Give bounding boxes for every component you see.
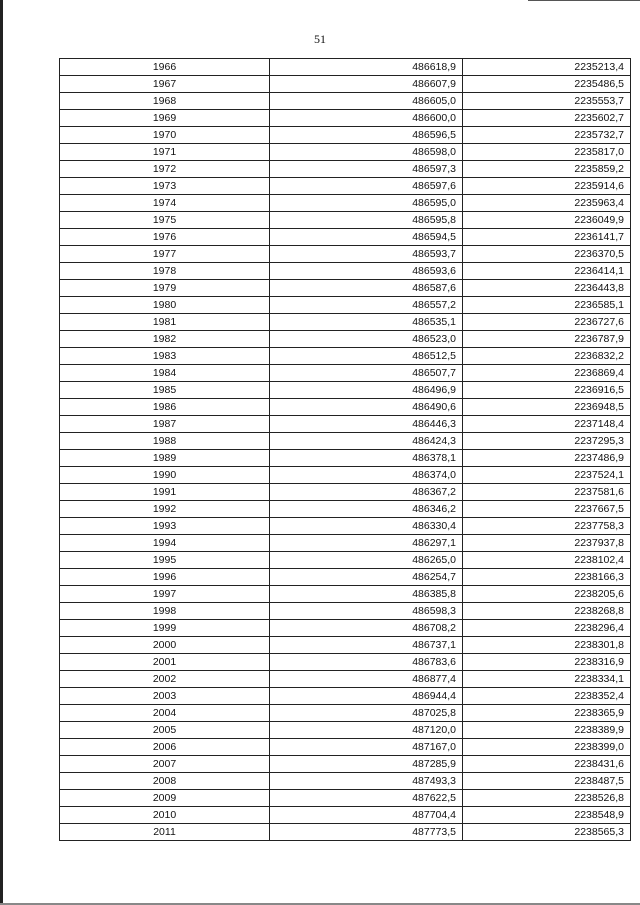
y-coordinate-cell: 2238565,3 bbox=[463, 824, 631, 841]
table-row bbox=[60, 637, 631, 654]
x-coordinate-cell: 486523,0 bbox=[270, 331, 463, 348]
table-row bbox=[60, 365, 631, 382]
table-row bbox=[60, 450, 631, 467]
x-coordinate-cell: 486507,7 bbox=[270, 365, 463, 382]
x-coordinate-cell: 486330,4 bbox=[270, 518, 463, 535]
table-row bbox=[60, 127, 631, 144]
x-coordinate-cell: 486265,0 bbox=[270, 552, 463, 569]
y-coordinate-cell: 2236443,8 bbox=[463, 280, 631, 297]
y-coordinate-cell: 2235859,2 bbox=[463, 161, 631, 178]
year-cell: 1986 bbox=[60, 399, 270, 416]
year-cell: 2001 bbox=[60, 654, 270, 671]
y-coordinate-cell: 2236869,4 bbox=[463, 365, 631, 382]
table-row bbox=[60, 314, 631, 331]
year-cell: 1983 bbox=[60, 348, 270, 365]
year-cell: 1982 bbox=[60, 331, 270, 348]
year-cell: 1985 bbox=[60, 382, 270, 399]
y-coordinate-cell: 2238166,3 bbox=[463, 569, 631, 586]
x-coordinate-cell: 486374,0 bbox=[270, 467, 463, 484]
table-row bbox=[60, 144, 631, 161]
table-row bbox=[60, 569, 631, 586]
y-coordinate-cell: 2236916,5 bbox=[463, 382, 631, 399]
y-coordinate-cell: 2237937,8 bbox=[463, 535, 631, 552]
page-number: 51 bbox=[314, 32, 326, 46]
coordinates-table-body bbox=[60, 59, 631, 841]
year-cell: 1988 bbox=[60, 433, 270, 450]
year-cell: 1970 bbox=[60, 127, 270, 144]
year-cell: 1987 bbox=[60, 416, 270, 433]
x-coordinate-cell: 486877,4 bbox=[270, 671, 463, 688]
year-cell: 2004 bbox=[60, 705, 270, 722]
year-cell: 1993 bbox=[60, 518, 270, 535]
y-coordinate-cell: 2236414,1 bbox=[463, 263, 631, 280]
year-cell: 1969 bbox=[60, 110, 270, 127]
year-cell: 2005 bbox=[60, 722, 270, 739]
table-row bbox=[60, 654, 631, 671]
x-coordinate-cell: 486385,8 bbox=[270, 586, 463, 603]
year-cell: 2003 bbox=[60, 688, 270, 705]
x-coordinate-cell: 486598,3 bbox=[270, 603, 463, 620]
x-coordinate-cell: 486535,1 bbox=[270, 314, 463, 331]
year-cell: 2008 bbox=[60, 773, 270, 790]
table-row bbox=[60, 280, 631, 297]
table-row bbox=[60, 382, 631, 399]
year-cell: 1992 bbox=[60, 501, 270, 518]
year-cell: 2009 bbox=[60, 790, 270, 807]
table-row bbox=[60, 178, 631, 195]
table-row bbox=[60, 501, 631, 518]
table-row bbox=[60, 416, 631, 433]
y-coordinate-cell: 2236370,5 bbox=[463, 246, 631, 263]
y-coordinate-cell: 2237148,4 bbox=[463, 416, 631, 433]
year-cell: 1973 bbox=[60, 178, 270, 195]
y-coordinate-cell: 2236049,9 bbox=[463, 212, 631, 229]
table-row bbox=[60, 161, 631, 178]
x-coordinate-cell: 486297,1 bbox=[270, 535, 463, 552]
year-cell: 1967 bbox=[60, 76, 270, 93]
table-row bbox=[60, 229, 631, 246]
x-coordinate-cell: 486598,0 bbox=[270, 144, 463, 161]
y-coordinate-cell: 2238205,6 bbox=[463, 586, 631, 603]
y-coordinate-cell: 2238399,0 bbox=[463, 739, 631, 756]
table-row bbox=[60, 263, 631, 280]
x-coordinate-cell: 486594,5 bbox=[270, 229, 463, 246]
x-coordinate-cell: 486737,1 bbox=[270, 637, 463, 654]
y-coordinate-cell: 2236948,5 bbox=[463, 399, 631, 416]
x-coordinate-cell: 486600,0 bbox=[270, 110, 463, 127]
scan-top-rule bbox=[528, 0, 640, 1]
year-cell: 2007 bbox=[60, 756, 270, 773]
y-coordinate-cell: 2238526,8 bbox=[463, 790, 631, 807]
year-cell: 1968 bbox=[60, 93, 270, 110]
y-coordinate-cell: 2238301,8 bbox=[463, 637, 631, 654]
y-coordinate-cell: 2235602,7 bbox=[463, 110, 631, 127]
table-row bbox=[60, 535, 631, 552]
y-coordinate-cell: 2238316,9 bbox=[463, 654, 631, 671]
table-row bbox=[60, 331, 631, 348]
x-coordinate-cell: 486378,1 bbox=[270, 450, 463, 467]
table-row bbox=[60, 671, 631, 688]
y-coordinate-cell: 2238548,9 bbox=[463, 807, 631, 824]
table-row bbox=[60, 603, 631, 620]
table-row bbox=[60, 212, 631, 229]
table-row bbox=[60, 297, 631, 314]
year-cell: 1995 bbox=[60, 552, 270, 569]
y-coordinate-cell: 2238389,9 bbox=[463, 722, 631, 739]
year-cell: 2002 bbox=[60, 671, 270, 688]
table-row bbox=[60, 76, 631, 93]
x-coordinate-cell: 487120,0 bbox=[270, 722, 463, 739]
year-cell: 2010 bbox=[60, 807, 270, 824]
y-coordinate-cell: 2238102,4 bbox=[463, 552, 631, 569]
x-coordinate-cell: 486618,9 bbox=[270, 59, 463, 76]
x-coordinate-cell: 486512,5 bbox=[270, 348, 463, 365]
x-coordinate-cell: 486596,5 bbox=[270, 127, 463, 144]
table-row bbox=[60, 246, 631, 263]
y-coordinate-cell: 2237295,3 bbox=[463, 433, 631, 450]
year-cell: 1977 bbox=[60, 246, 270, 263]
table-row bbox=[60, 773, 631, 790]
x-coordinate-cell: 486557,2 bbox=[270, 297, 463, 314]
year-cell: 1974 bbox=[60, 195, 270, 212]
year-cell: 1981 bbox=[60, 314, 270, 331]
year-cell: 2006 bbox=[60, 739, 270, 756]
x-coordinate-cell: 486605,0 bbox=[270, 93, 463, 110]
x-coordinate-cell: 486607,9 bbox=[270, 76, 463, 93]
x-coordinate-cell: 487167,0 bbox=[270, 739, 463, 756]
y-coordinate-cell: 2238352,4 bbox=[463, 688, 631, 705]
year-cell: 1975 bbox=[60, 212, 270, 229]
y-coordinate-cell: 2237667,5 bbox=[463, 501, 631, 518]
y-coordinate-cell: 2237758,3 bbox=[463, 518, 631, 535]
y-coordinate-cell: 2236787,9 bbox=[463, 331, 631, 348]
x-coordinate-cell: 487704,4 bbox=[270, 807, 463, 824]
table-row bbox=[60, 467, 631, 484]
year-cell: 1972 bbox=[60, 161, 270, 178]
year-cell: 1994 bbox=[60, 535, 270, 552]
x-coordinate-cell: 487493,3 bbox=[270, 773, 463, 790]
year-cell: 1966 bbox=[60, 59, 270, 76]
y-coordinate-cell: 2237486,9 bbox=[463, 450, 631, 467]
table-row bbox=[60, 399, 631, 416]
year-cell: 1991 bbox=[60, 484, 270, 501]
year-cell: 1989 bbox=[60, 450, 270, 467]
table-row bbox=[60, 688, 631, 705]
y-coordinate-cell: 2236585,1 bbox=[463, 297, 631, 314]
y-coordinate-cell: 2238487,5 bbox=[463, 773, 631, 790]
x-coordinate-cell: 486595,8 bbox=[270, 212, 463, 229]
year-cell: 2000 bbox=[60, 637, 270, 654]
y-coordinate-cell: 2237524,1 bbox=[463, 467, 631, 484]
x-coordinate-cell: 486593,7 bbox=[270, 246, 463, 263]
x-coordinate-cell: 487285,9 bbox=[270, 756, 463, 773]
year-cell: 1996 bbox=[60, 569, 270, 586]
y-coordinate-cell: 2238296,4 bbox=[463, 620, 631, 637]
table-row bbox=[60, 518, 631, 535]
year-cell: 2011 bbox=[60, 824, 270, 841]
x-coordinate-cell: 486254,7 bbox=[270, 569, 463, 586]
y-coordinate-cell: 2235213,4 bbox=[463, 59, 631, 76]
y-coordinate-cell: 2235963,4 bbox=[463, 195, 631, 212]
table-row bbox=[60, 93, 631, 110]
x-coordinate-cell: 486944,4 bbox=[270, 688, 463, 705]
x-coordinate-cell: 486367,2 bbox=[270, 484, 463, 501]
y-coordinate-cell: 2235732,7 bbox=[463, 127, 631, 144]
x-coordinate-cell: 486496,9 bbox=[270, 382, 463, 399]
table-row bbox=[60, 484, 631, 501]
x-coordinate-cell: 487773,5 bbox=[270, 824, 463, 841]
table-row bbox=[60, 586, 631, 603]
x-coordinate-cell: 486708,2 bbox=[270, 620, 463, 637]
x-coordinate-cell: 486587,6 bbox=[270, 280, 463, 297]
table-row bbox=[60, 433, 631, 450]
table-row bbox=[60, 552, 631, 569]
y-coordinate-cell: 2235817,0 bbox=[463, 144, 631, 161]
table-row bbox=[60, 807, 631, 824]
year-cell: 1984 bbox=[60, 365, 270, 382]
x-coordinate-cell: 487622,5 bbox=[270, 790, 463, 807]
y-coordinate-cell: 2235553,7 bbox=[463, 93, 631, 110]
x-coordinate-cell: 486490,6 bbox=[270, 399, 463, 416]
x-coordinate-cell: 486346,2 bbox=[270, 501, 463, 518]
x-coordinate-cell: 486424,3 bbox=[270, 433, 463, 450]
x-coordinate-cell: 486597,3 bbox=[270, 161, 463, 178]
table-row bbox=[60, 722, 631, 739]
y-coordinate-cell: 2236141,7 bbox=[463, 229, 631, 246]
table-row bbox=[60, 739, 631, 756]
coordinates-table bbox=[59, 58, 631, 841]
y-coordinate-cell: 2236832,2 bbox=[463, 348, 631, 365]
year-cell: 1990 bbox=[60, 467, 270, 484]
y-coordinate-cell: 2238431,6 bbox=[463, 756, 631, 773]
year-cell: 1976 bbox=[60, 229, 270, 246]
table-row bbox=[60, 620, 631, 637]
year-cell: 1979 bbox=[60, 280, 270, 297]
y-coordinate-cell: 2235486,5 bbox=[463, 76, 631, 93]
x-coordinate-cell: 487025,8 bbox=[270, 705, 463, 722]
year-cell: 1971 bbox=[60, 144, 270, 161]
table-row bbox=[60, 824, 631, 841]
year-cell: 1999 bbox=[60, 620, 270, 637]
year-cell: 1997 bbox=[60, 586, 270, 603]
x-coordinate-cell: 486597,6 bbox=[270, 178, 463, 195]
year-cell: 1980 bbox=[60, 297, 270, 314]
table-row bbox=[60, 705, 631, 722]
x-coordinate-cell: 486593,6 bbox=[270, 263, 463, 280]
x-coordinate-cell: 486595,0 bbox=[270, 195, 463, 212]
table-row bbox=[60, 790, 631, 807]
y-coordinate-cell: 2238334,1 bbox=[463, 671, 631, 688]
table-row bbox=[60, 110, 631, 127]
table-row bbox=[60, 756, 631, 773]
table-row bbox=[60, 195, 631, 212]
y-coordinate-cell: 2238268,8 bbox=[463, 603, 631, 620]
x-coordinate-cell: 486783,6 bbox=[270, 654, 463, 671]
y-coordinate-cell: 2238365,9 bbox=[463, 705, 631, 722]
scan-left-edge bbox=[0, 0, 3, 905]
x-coordinate-cell: 486446,3 bbox=[270, 416, 463, 433]
table-row bbox=[60, 348, 631, 365]
year-cell: 1978 bbox=[60, 263, 270, 280]
y-coordinate-cell: 2235914,6 bbox=[463, 178, 631, 195]
table-row bbox=[60, 59, 631, 76]
year-cell: 1998 bbox=[60, 603, 270, 620]
y-coordinate-cell: 2237581,6 bbox=[463, 484, 631, 501]
y-coordinate-cell: 2236727,6 bbox=[463, 314, 631, 331]
